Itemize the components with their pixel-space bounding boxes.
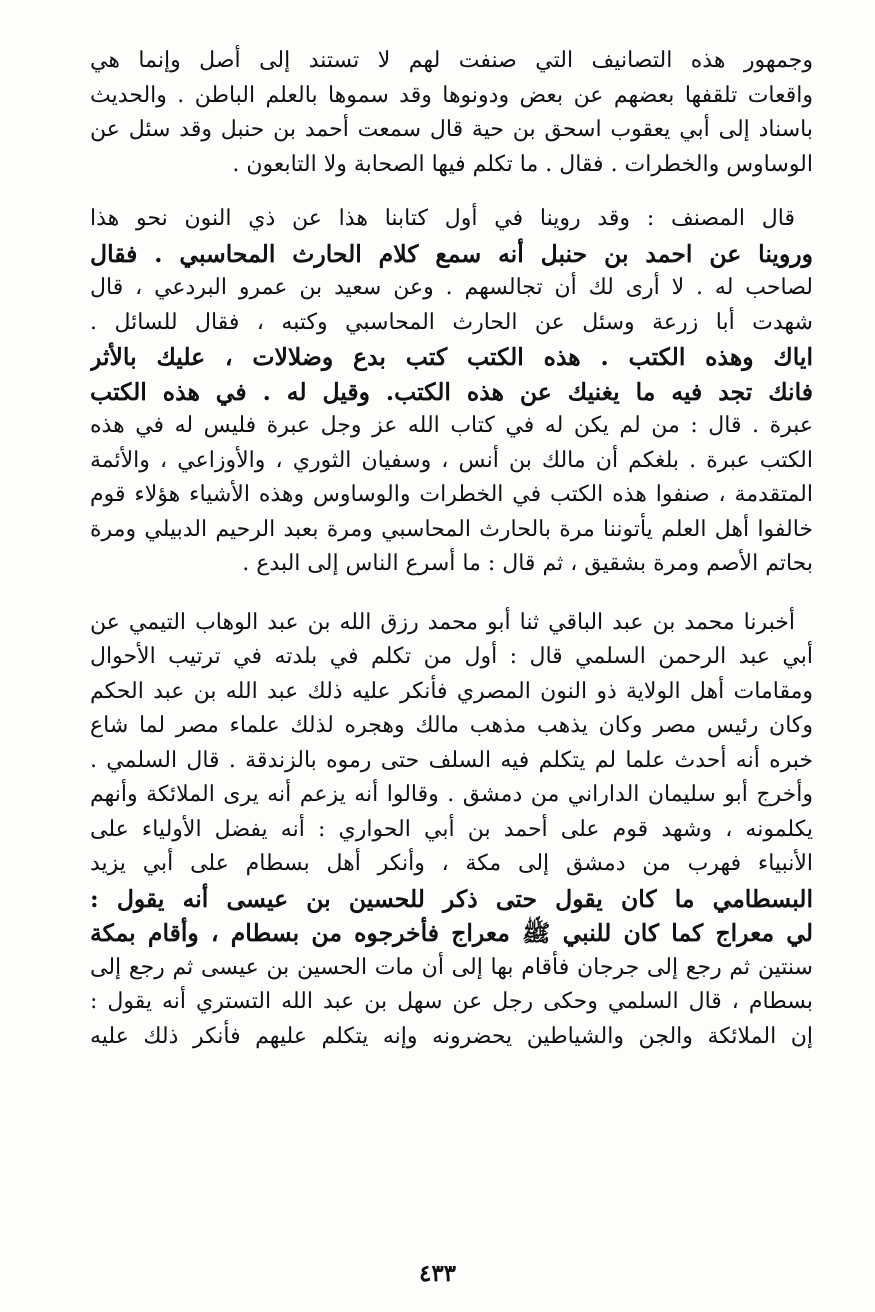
text-line: شهدت أبا زرعة وسئل عن الحارث المحاسبي وكتبه ، فقال للسائل . (90, 309, 813, 335)
text-line-bold: اياك وهذه الكتب . هذه الكتب كتب بدع وضلالات ، عليك بالأثر (90, 343, 813, 371)
text-line: قال المصنف : وقد روينا في أول كتابنا هذا عن ذي النون نحو هذا (90, 206, 795, 231)
text-line-bold: البسطامي ما كان يقول حتى ذكر للحسين بن عيسى أنه يقول : (90, 884, 813, 913)
text-line: ومقامات أهل الولاية ذو النون المصري فأنكر عليه ذلك عبد الله بن عبد الحكم (90, 678, 813, 704)
text-line: خالفوا أهل العلم يأتوننا مرة بالحارث المحاسبي ومرة بعبد الرحيم الدبيلي ومرة (90, 516, 813, 542)
paragraph-2 (90, 202, 813, 582)
text-line: وجمهور هذه التصانيف التي صنفت لهم لا تستند إلى أصل وإنما هي (90, 48, 813, 73)
text-line: وكان رئيس مصر وكان يذهب مذهب مالك وهجره لذلك علماء مصر لما شاع (90, 713, 813, 738)
text-line: يكلمونه ، وشهد قوم على أحمد بن أبي الحواري : أنه يفضل الأولياء على (90, 816, 813, 842)
text-line: الكتب عبرة . بلغكم أن مالك بن أنس ، وسفيان الثوري ، والأوزاعي ، والأئمة (90, 447, 813, 473)
page-number: ٤٣٣ (418, 1260, 457, 1287)
text-line: أخبرنا محمد بن عبد الباقي ثنا أبو محمد رزق الله بن عبد الوهاب التيمي عن (90, 609, 795, 635)
text-line: واقعات تلقفها بعضهم عن بعض ودونوها وقد سموها بالعلم الباطن . والحديث (90, 82, 813, 108)
text-line: الأنبياء فهرب من دمشق إلى مكة ، وأنكر أهل بسطام على أبي يزيد (90, 851, 813, 876)
text-line: بحاتم الأصم ومرة بشقيق ، ثم قال : ما أسرع الناس إلى البدع . (242, 551, 813, 576)
text-line-bold: وروينا عن احمد بن حنبل أنه سمع كلام الحارث المحاسبي . فقال (90, 239, 813, 268)
text-line: خبره أنه أحدث علما لم يتكلم فيه السلف حتى رموه بالزندقة . قال السلمي . (90, 747, 813, 773)
paragraph-3 (90, 606, 813, 1055)
text-line: باسناد إلى أبي يعقوب اسحق بن حية قال سمعت أحمد بن حنبل وقد سئل عن (90, 117, 813, 142)
text-line-bold: لي معراج كما كان للنبي ﷺ معراج فأخرجوه من بسطام ، وأقام بمكة (90, 919, 813, 947)
text-line: بسطام ، قال السلمي وحكى رجل عن سهل بن عبد الله التستري أنه يقول : (90, 989, 813, 1014)
text-line: وأخرج أبو سليمان الداراني من دمشق . وقالوا أنه يزعم أنه يرى الملائكة وأنهم (90, 782, 813, 807)
text-line: عبرة . قال : من لم يكن له في كتاب الله عز وجل عبرة فليس له في هذه (90, 413, 813, 438)
text-line-bold: فانك تجد فيه ما يغنيك عن هذه الكتب. وقيل له . في هذه الكتب (90, 377, 813, 406)
paragraph-1 (90, 44, 813, 182)
text-line: الوساوس والخطرات . فقال . ما تكلم فيها الصحابة ولا التابعون . (232, 151, 813, 177)
text-line: إن الملائكة والجن والشياطين يحضرونه وإنه يتكلم عليهم فأنكر ذلك عليه (90, 1023, 813, 1049)
text-line: أبي عبد الرحمن السلمي قال : أول من تكلم في بلدته في ترتيب الأحوال (90, 644, 813, 669)
text-line: سنتين ثم رجع إلى جرجان فأقام بها إلى أن مات الحسين بن عيسى ثم رجع إلى (90, 954, 813, 980)
text-line: المتقدمة ، صنفوا هذه الكتب في الخطرات والوساوس وهذه الأشياء هؤلاء قوم (90, 482, 813, 507)
text-line: لصاحب له . لا أرى لك أن تجالسهم . وعن سعيد بن عمرو البردعي ، قال (90, 275, 813, 300)
